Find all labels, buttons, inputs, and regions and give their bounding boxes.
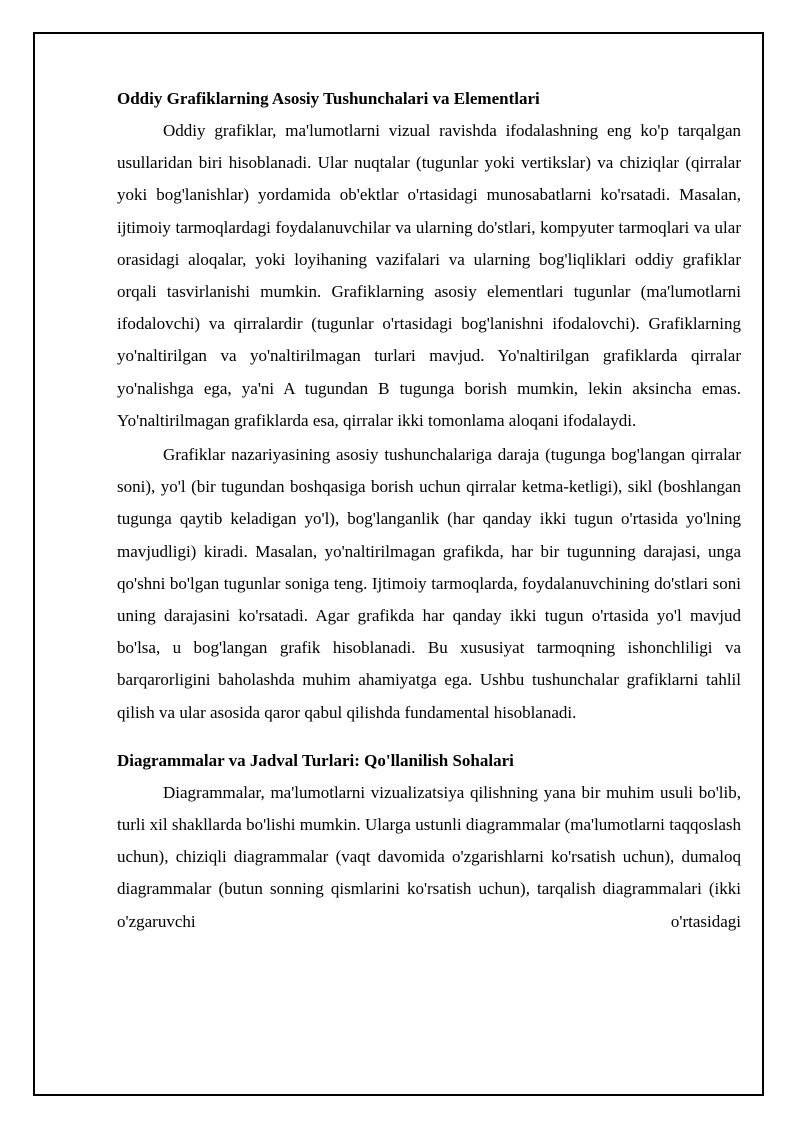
document-body [117, 84, 741, 938]
paragraph-graph-theory-concepts: Grafiklar nazariyasining asosiy tushunchalariga daraja (tugunga bog'langan qirralar soni), yo'l (bir tugundan boshqasiga borish uchun qirralar ketma-ketligi), sikl (boshlangan tugunga qaytib keladigan yo'l), bog'langanlik (har qanday ikki tugun o'rtasida yo'lning mavjudligi) kiradi. Masalan, yo'naltirilmagan grafikda, har bir tugunning darajasi, unga qo'shni bo'lgan tugunlar soniga teng. Ijtimoiy tarmoqlarda, foydalanuvchining do'stlari soni uning darajasini ko'rsatadi. Agar grafikda har qanday ikki tugun o'rtasida yo'l mavjud bo'lsa, u bog'langan grafik hisoblanadi. Bu xususiyat tarmoqning ishonchliligi va barqarorligini baholashda muhim ahamiyatga ega. Ushbu tushunchalar grafiklarni tahlil qilish va ular asosida qaror qabul qilishda fundamental hisoblanadi. [117, 445, 741, 722]
paragraph-diagram-types: Diagrammalar, ma'lumotlarni vizualizatsiya qilishning yana bir muhim usuli bo'lib, turli xil shakllarda bo'lishi mumkin. Ularga ustunli diagrammalar (ma'lumotlarni taqqoslash uchun), chiziqli diagrammalar (vaqt davomida o'zgarishlarni ko'rsatish uchun), dumaloq diagrammalar (butun sonning qismlarini ko'rsatish uchun), tarqalish diagrammalari (ikki o'zgaruvchi o'rtasidagi [117, 782, 741, 931]
section-heading-graphs: Oddiy Grafiklarning Asosiy Tushunchalari va Elementlari [117, 89, 540, 108]
paragraph-graphs-intro: Oddiy grafiklar, ma'lumotlarni vizual ravishda ifodalashning eng ko'p tarqalgan usullaridan biri hisoblanadi. Ular nuqtalar (tugunlar yoki vertikslar) va chiziqlar (qirralar yoki bog'lanishlar) yordamida ob'ektlar o'rtasidagi munosabatlarni ko'rsatadi. Masalan, ijtimoiy tarmoqlardagi foydalanuvchilar va ularning do'stlari, kompyuter tarmoqlari va ular orasidagi aloqalar, yoki loyihaning vazifalari va ularning bog'liqliklari oddiy grafiklar orqali tasvirlanishi mumkin. Grafiklarning asosiy elementlari tugunlar (ma'lumotlarni ifodalovchi) va qirralardir (tugunlar o'rtasidagi bog'lanishni ifodalovchi). Grafiklarning yo'naltirilgan va yo'naltirilmagan turlari mavjud. Yo'naltirilgan grafiklarda qirralar yo'nalishga ega, ya'ni A tugundan B tugunga borish mumkin, lekin aksincha emas. Yo'naltirilmagan grafiklarda esa, qirralar ikki tomonlama aloqani ifodalaydi. [117, 121, 741, 430]
section-heading-diagrams: Diagrammalar va Jadval Turlari: Qo'llanilish Sohalari [117, 750, 514, 770]
